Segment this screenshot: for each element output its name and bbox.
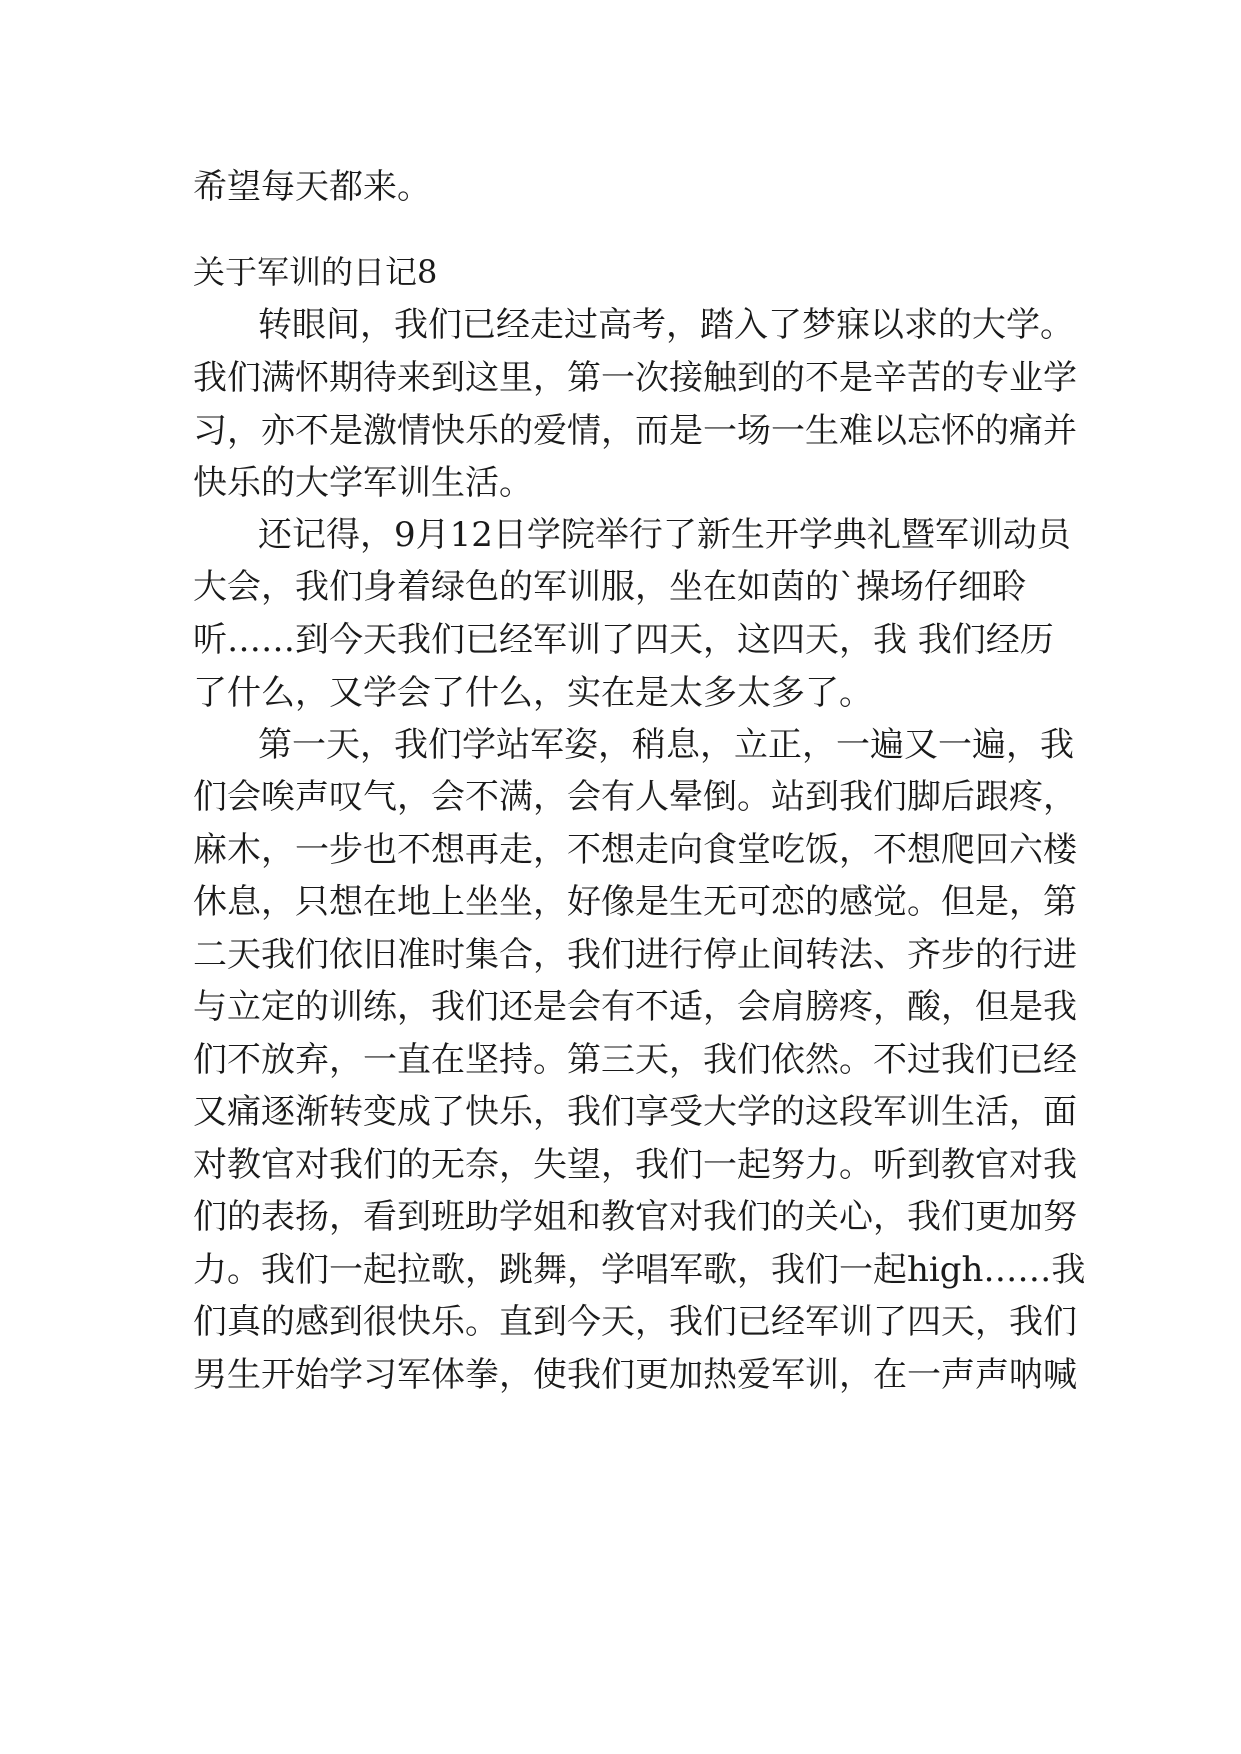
paragraph-line: 们真的感到很快乐。直到今天，我们已经军训了四天，我们 (193, 1302, 1077, 1342)
paragraph-line: 大会，我们身着绿色的军训服，坐在如茵的`操场仔细聆 (193, 567, 1026, 607)
paragraph-line: 与立定的训练，我们还是会有不适，会肩膀疼，酸，但是我 (193, 987, 1077, 1027)
paragraph-line: 休息，只想在地上坐坐，好像是生无可恋的感觉。但是，第 (193, 882, 1077, 922)
paragraph-line: 们不放弃，一直在坚持。第三天，我们依然。不过我们已经 (193, 1040, 1077, 1080)
intro-line: 希望每天都来。 (193, 167, 431, 207)
diary-heading: 关于军训的日记8 (193, 253, 438, 291)
paragraph-line: 习，亦不是激情快乐的爱情，而是一场一生难以忘怀的痛并 (193, 411, 1077, 451)
paragraph-line: 第一天，我们学站军姿，稍息，立正，一遍又一遍，我 (258, 725, 1074, 765)
paragraph-line: 还记得，9月12日学院举行了新生开学典礼暨军训动员 (258, 515, 1071, 555)
paragraph-line: 听……到今天我们已经军训了四天，这四天，我 我们经历 (193, 620, 1054, 660)
paragraph-line: 们的表扬，看到班助学姐和教官对我们的关心，我们更加努 (193, 1197, 1077, 1237)
paragraph-line: 又痛逐渐转变成了快乐，我们享受大学的这段军训生活，面 (193, 1092, 1077, 1132)
paragraph-line: 力。我们一起拉歌，跳舞，学唱军歌，我们一起high……我 (193, 1250, 1086, 1290)
paragraph-line: 们会唉声叹气，会不满，会有人晕倒。站到我们脚后跟疼， (193, 777, 1077, 817)
paragraph-line: 二天我们依旧准时集合，我们进行停止间转法、齐步的行进 (193, 935, 1077, 975)
paragraph-line: 麻木，一步也不想再走，不想走向食堂吃饭，不想爬回六楼 (193, 830, 1077, 870)
paragraph-line: 男生开始学习军体拳，使我们更加热爱军训，在一声声呐喊 (193, 1355, 1077, 1395)
paragraph-line: 我们满怀期待来到这里，第一次接触到的不是辛苦的专业学 (193, 358, 1077, 398)
paragraph-line: 快乐的大学军训生活。 (193, 463, 533, 503)
paragraph-line: 转眼间，我们已经走过高考，踏入了梦寐以求的大学。 (258, 305, 1074, 345)
paragraph-line: 了什么，又学会了什么，实在是太多太多了。 (193, 673, 873, 713)
paragraph-line: 对教官对我们的无奈，失望，我们一起努力。听到教官对我 (193, 1145, 1077, 1185)
